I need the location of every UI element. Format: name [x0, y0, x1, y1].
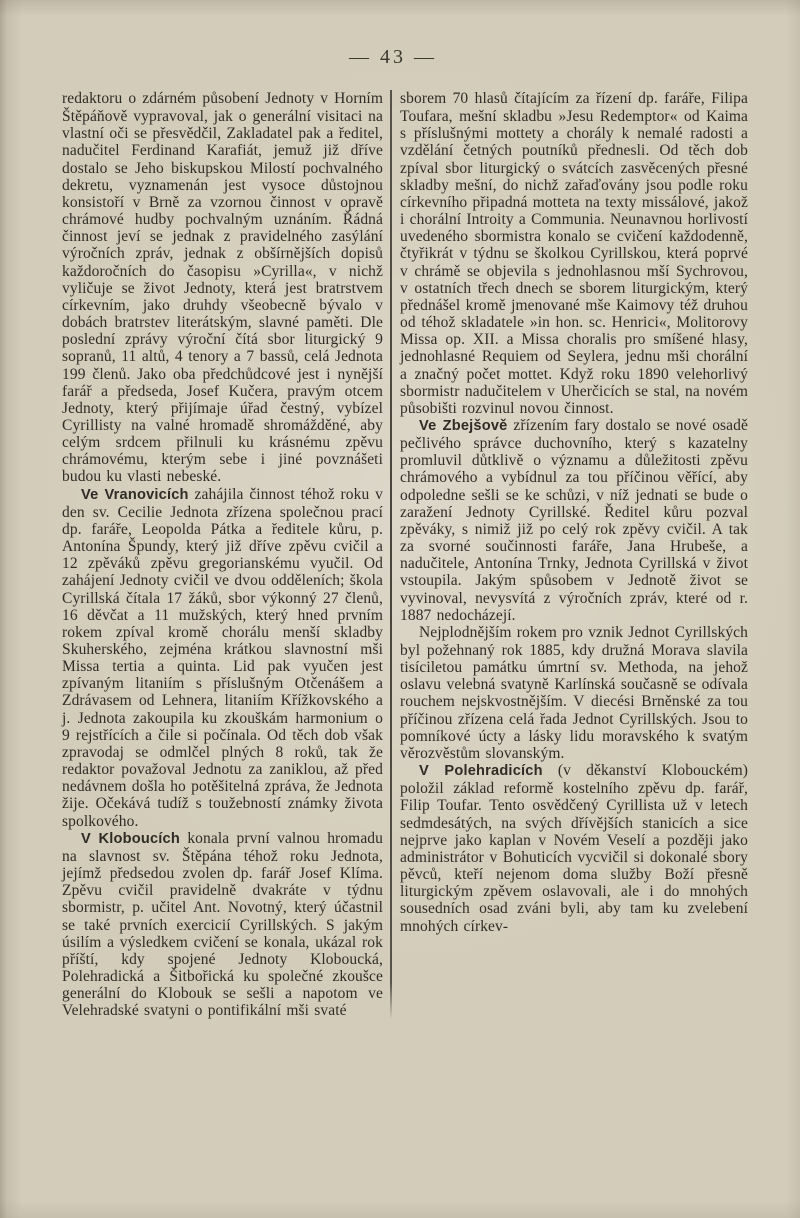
- paragraph-text: Nejplodnějším rokem pro vznik Jednot Cyrillských byl požehnaný rok 1885, kdy družná Morava slavila tisíciletou památku úmrtní sv. Methoda, na jehož oslavu velebná svatyně Karlínská současně se odívala rouchem nejskvostnějším. V diecési Brněnské za tou příčinou zřízena celá řada Jednot Cyrillských. Jsou to pomníkové úcty a lásky lidu moravského k svatým věrozvěstům slovanským.: [400, 623, 748, 762]
- paragraph: [400, 417, 748, 624]
- right-column: [400, 90, 748, 1019]
- paragraph-lead: Ve Vranovicích: [81, 486, 189, 503]
- page-number: — 43 —: [349, 46, 437, 68]
- paragraph: [400, 624, 748, 762]
- left-column: [62, 90, 383, 1019]
- paragraph-text: konala první valnou hromadu na slavnost sv. Štěpána téhož roku Jednota, jejímž předsedou zvolen dp. farář Josef Klíma. Zpěvu cvičil pravidelně dvakráte v týdnu sbormistr, p. učitel Ant. Novotný, který účastnil se také prvních exercicií Cyrillských. S jakým úsilím a výsledkem cvičení se konala, ukázal rok příští, kdy spojené Jednoty Kloboucká, Polehradická a Šitbořická ku společné zkoušce generální do Klobouk se sešli a napotom ve Velehradské svatyni o pontifikální mši svaté: [62, 829, 384, 1020]
- paragraph-text: zřízením fary dostalo se nové osadě pečlivého správce duchovního, který s kazatelny promluvil důtklivě o významu a důležitosti zpěvu chrámového a vybídnul za tou příčinou věřící, aby odpoledne sešli se ke schůzi, v níž jednati se bude o zaražení Jednoty Cyrillské. Ředitel kůru pozval zpěváky, s nimiž již po celý rok zpěvy cvičil. A tak za svorné součinnosti faráře, Jana Hrubeše, a nadučitele, Antonína Trnky, Jednota Cyrillská v život vstoupila. Jakým spůsobem v Jednotě život se vyvinoval, nevysvítá z výročních zpráv, které od r. 1887 nedocházejí.: [400, 416, 748, 624]
- paragraph-lead: V Kloboucích: [81, 830, 180, 847]
- paragraph: [62, 830, 383, 1020]
- column-divider-rule: [390, 90, 392, 1019]
- paragraph-text: redaktoru o zdárném působení Jednoty v Horním Štěpáňově vypravoval, jak o generální visitaci na vlastní oči se přesvědčil, Zakladatel pak a ředitel, nadučitel Ferdinand Karafiát, jemuž již dříve dostalo se Jeho biskupskou Milostí pochvalného dekretu, vyznamenán jest vysoce důstojnou konsistoří v Brně za vzornou činnost v opravě chrámové hudby pochvalným uznáním. Řádná činnost jeví se jednak z pravidelného zasýlání výročních zpráv, jednak z obšírnějších dopisů každoročních do časopisu »Cyrilla«, v nichž vyličuje se život Jednoty, která jest bratrstvem církevním, jako druhdy všeobecně bývalo v dobách bratrstev literátským, slavné paměti. Dle poslední zprávy výroční čítá sbor liturgický 9 sopranů, 11 altů, 4 tenory a 7 bassů, celá Jednota 199 členů. Jako oba předchůdcové jest i nynější farář a předseda, Josef Kučera, pravým otcem Jednoty, který přijímaje úřad čestný, vybízel Cyrillisty na valné hromadě shromážděné, aby celým srdcem přilnuli ku krásnému zpěvu chrámovému, kterým sebe i jiné povznášeti budou ku vlasti nebeské.: [62, 90, 383, 486]
- paragraph: [400, 90, 748, 417]
- paragraph: [62, 90, 383, 486]
- paragraph-text: sborem 70 hlasů čítajícím za řízení dp. faráře, Filipa Toufara, mešní skladbu »Jesu Redemptor« od Kaima s příslušnými mottety a chorály k nemalé radosti a vzdělání četných poutníků přednesli. Od těch dob zpíval sbor liturgický o svátcích zasvěcených přesné skladby mešní, do nichž zařaďovány jsou podle roku církevního připadná motteta na texty missálové, jakož i chorální Introity a Communia. Neunavnou horlivostí uvedeného sbormistra konalo se cvičení každodenně, čtyřikrát v týdnu se školkou Cyrillskou, která poprvé v chrámě se objevila s jednohlasnou mší Sychrovou, v ostatních třech dnech se sborem liturgickým, který přednášel kromě jmenované mše Kaimovy též druhou od téhož skladatele »in hon. sc. Henrici«, Molitorovy Missa op. XII. a Missa choralis pro smíšené hlasy, jednohlasné Requiem od Seylera, jednu mši chorální a značný počet mottet. Když roku 1890 velehorlivý sbormistr nadučitelem v Uherčicích se stal, na novém působišti rozvinul novou činnost.: [400, 90, 748, 417]
- paragraph: [62, 486, 383, 830]
- paragraph-lead: Ve Zbejšově: [419, 417, 508, 434]
- paragraph-text: (v děkanství Klobouckém) položil základ reformě kostelního zpěvu dp. farář, Filip Toufar. Tento osvědčený Cyrillista už v letech sedmdesátých, na svých dřívějších stanicích a sice nejprve jako kaplan v Novém Veselí a později jako administrátor v Bohuticích vycvičil si dokonalé sbory pěvců, kteří nejenom doma služby Boží přesně liturgickým zpěvem oslavovali, ale i do mnohých sousedních osad zváni byli, aby tam ku zvelebení mnohých církev-: [400, 762, 748, 935]
- paragraph-text: zahájila činnost téhož roku v den sv. Cecilie Jednota zřízena společnou prací dp. faráře, Leopolda Pátka a ředitele kůru, p. Antonína Špundy, který již dříve zpěvu cvičil a 12 zpěváků zpěvu gregorianskému vyučil. Od zahájení Jednoty cvičil ve dvou odděleních; škola Cyrillská čítala 17 žáků, sbor výkonný 27 členů, 16 děvčat a 11 mužských, který hned prvním rokem zpíval kromě chorálu menší skladby Skuherského, zejména krátkou slavnostní mši Missa tertia a quinta. Lid pak vyučen jest zpívaným litaniím s příslušným Otčenášem a Zdrávasem od Lehnera, litaniím Křížkovského a j. Jednota zakoupila ku zkouškám harmonium o 9 rejstřících a čile si počínala. Od těch dob však zpravodaj se odmlčel plných 8 roků, tak že redaktor považoval Jednotu za zaniklou, až před nedávnem došla ho potěšitelná zpráva, že Jednota žije. Očekává tudíž s toužebností známky života spolkového.: [62, 485, 383, 830]
- paragraph: [400, 762, 748, 935]
- paragraph-lead: V Polehradicích: [419, 763, 543, 780]
- text-columns: [62, 90, 748, 1019]
